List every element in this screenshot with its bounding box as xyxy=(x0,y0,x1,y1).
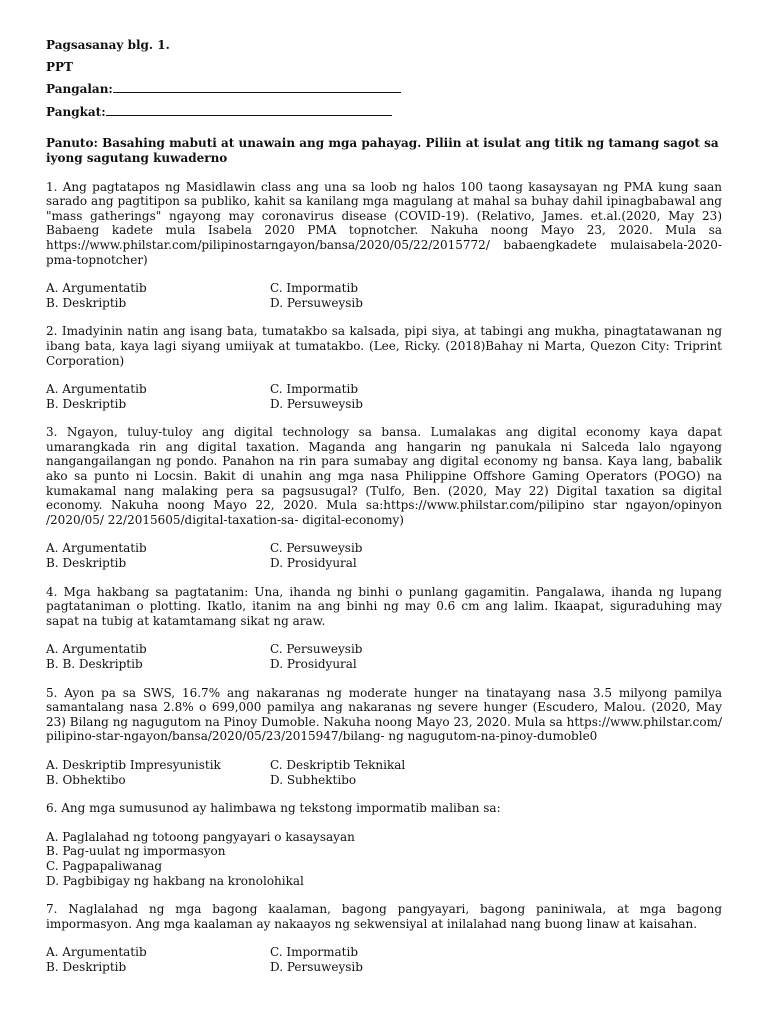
choice: D. Subhektibo xyxy=(270,772,357,787)
choice: A. Argumentatib xyxy=(46,945,147,960)
choices-7 xyxy=(46,945,722,974)
choice: D. Persuweysib xyxy=(270,959,363,974)
choice: C. Persuweysib xyxy=(270,541,363,556)
choice: A. Argumentatib xyxy=(46,642,147,657)
section-blank-line xyxy=(106,104,392,116)
subject-label: PPT xyxy=(46,59,73,74)
name-field xyxy=(46,81,722,97)
section-label: Pangkat: xyxy=(46,104,106,119)
choices-5 xyxy=(46,758,722,787)
question-5: 5. Ayon pa sa SWS, 16.7% ang nakaranas ng moderate hunger na tinatayang nasa 3.5 milyong pamilya samantalang nasa 2.8% o 699,000 pamilya ang nakaranas ng severe hunger (Escudero, Malou. (2020, May 23) Bilang ng nagugutom na Pinoy Dumoble. Nakuha noong Mayo 23, 2020. Mula sa https://www.philstar.com/ pilipino-star-ngayon/bansa/2020/05/23/2015947/bilang- ng nagugutom-na-pinoy-dumoble0 xyxy=(46,685,722,744)
choices-3 xyxy=(46,541,722,570)
worksheet-title: Pagsasanay blg. 1. xyxy=(46,38,170,52)
worksheet-page xyxy=(46,38,722,989)
question-1: 1. Ang pagtatapos ng Masidlawin class ang una sa loob ng halos 100 taong kasaysayan ng PMA kung saan sarado ang pagtitipon sa publiko, kahit sa kanilang mga magulang at mahal sa buhay dahil ipinagbabawal ang "mass gatherings" ngayong may coronavirus disease (COVID-19). (Relativo, James. et.al.(2020, May 23) Babaeng kadete mula Isabela 2020 PMA topnotcher. Nakuha noong Mayo 23, 2020. Mula sa https://www.philstar.com/pilipinostarngayon/bansa/2020/05/22/2015772/ babaengkadete mulaisabela-2020-pma-topnotcher) xyxy=(46,179,722,267)
choices-1 xyxy=(46,281,722,310)
choices-4 xyxy=(46,642,722,671)
choice: B. Deskriptib xyxy=(46,295,127,310)
name-label: Pangalan: xyxy=(46,82,113,97)
choices-2 xyxy=(46,382,722,411)
choice: C. Impormatib xyxy=(270,281,359,296)
question-2: 2. Imadyinin natin ang isang bata, tumatakbo sa kalsada, pipi siya, at tabingi ang mukha, pinagtatawanan ng ibang bata, kaya lagi siyang umiiyak at tumatakbo. (Lee, Ricky. (2018)Bahay ni Marta, Quezon City: Triprint Corporation) xyxy=(46,324,722,368)
question-4: 4. Mga hakbang sa pagtatanim: Una, ihanda ng binhi o punlang gagamitin. Pangalawa, ihanda ng lupang pagtataniman o plotting. Ikatlo, itanim na ang binhi ng may 0.6 cm ang lalim. Ikaapat, siguraduhing may sapat na tubig at katamtamang sikat ng araw. xyxy=(46,584,722,628)
name-blank-line xyxy=(113,81,401,93)
choice: D. Persuweysib xyxy=(270,295,363,310)
choice: D. Pagbibigay ng hakbang na kronolohikal xyxy=(46,873,304,888)
instructions: Panuto: Basahing mabuti at unawain ang mga pahayag. Piliin at isulat ang titik ng tamang sagot sa iyong sagutang kuwaderno xyxy=(46,136,719,165)
choice: D. Persuweysib xyxy=(270,396,363,411)
choice: A. Argumentatib xyxy=(46,281,147,296)
section-field xyxy=(46,104,722,120)
question-6: 6. Ang mga sumusunod ay halimbawa ng tekstong impormatib maliban sa: xyxy=(46,801,501,816)
question-7: 7. Naglalahad ng mga bagong kaalaman, bagong pangyayari, bagong paniniwala, at mga bagong impormasyon. Ang mga kaalaman ay nakaayos ng sekwensiyal at inilalahad nang buong linaw at kaisahan. xyxy=(46,902,722,931)
choice: C. Impormatib xyxy=(270,945,359,960)
choice: A. Paglalahad ng totoong pangyayari o kasaysayan xyxy=(46,829,355,844)
choice: C. Deskriptib Teknikal xyxy=(270,757,406,772)
choice: C. Persuweysib xyxy=(270,642,363,657)
choice: C. Pagpapaliwanag xyxy=(46,858,163,873)
choice: B. Deskriptib xyxy=(46,959,127,974)
choice: B. Deskriptib xyxy=(46,556,127,571)
choice: D. Prosidyural xyxy=(270,556,357,571)
choice: B. Obhektibo xyxy=(46,772,126,787)
choice: A. Deskriptib Impresyunistik xyxy=(46,757,221,772)
choice: A. Argumentatib xyxy=(46,541,147,556)
choice: B. Deskriptib xyxy=(46,396,127,411)
choice: B. B. Deskriptib xyxy=(46,657,143,671)
question-3: 3. Ngayon, tuluy-tuloy ang digital technology sa bansa. Lumalakas ang digital economy kaya dapat umarangkada rin ang digital taxation. Maganda ang hangarin ng panukala ni Salceda lalo ngayong nangangailangan ng pondo. Panahon na rin para sumabay ang digital economy ng bansa. Kaya lang, babalik ako sa punto ni Locsin. Bakit di unahin ang mga nasa Philippine Offshore Gaming Operators (POGO) na kumakamal nang malaking pera sa pagsusugal? (Tulfo, Ben. (2020, May 22) Digital taxation sa digital economy. Nakuha noong Mayo 22, 2020. Mula sa:https://www.philstar.com/pilipino star ngayon/opinyon /2020/05/ 22/2015605/digital-taxation-sa- digital-economy) xyxy=(46,425,722,527)
choice: D. Prosidyural xyxy=(270,657,357,671)
choice: A. Argumentatib xyxy=(46,382,147,397)
choice: C. Impormatib xyxy=(270,382,359,397)
choices-6 xyxy=(46,830,722,888)
choice: B. Pag-uulat ng impormasyon xyxy=(46,844,226,859)
